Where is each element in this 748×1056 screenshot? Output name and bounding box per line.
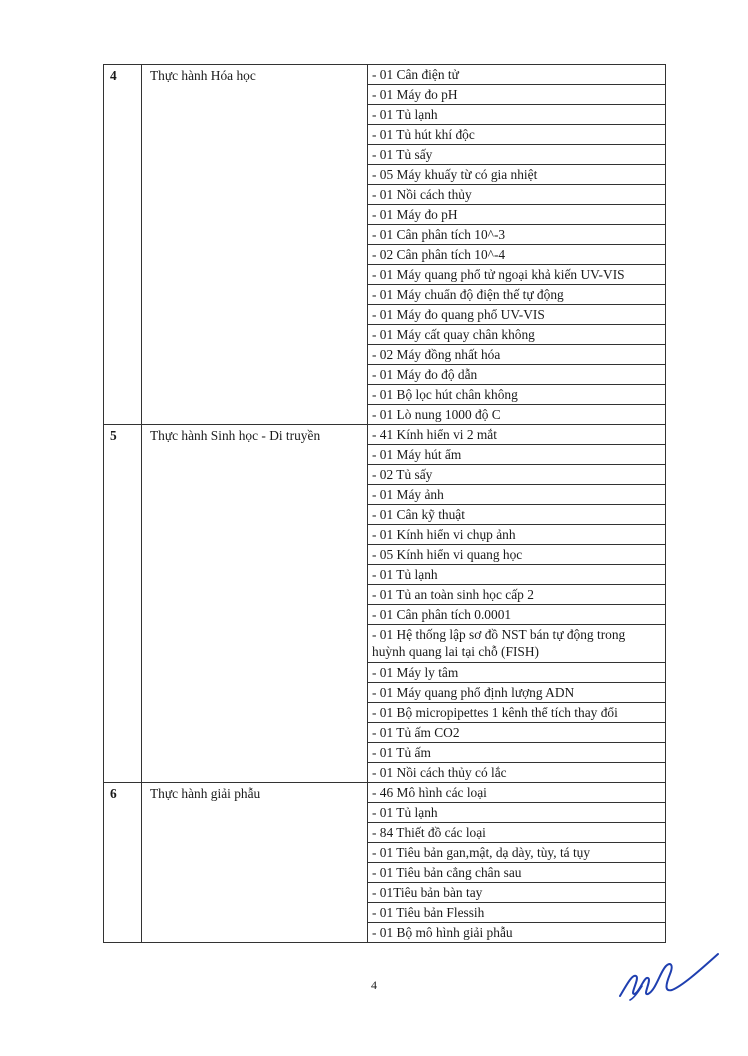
equipment-item: - 02 Tủ sấy: [368, 465, 666, 485]
equipment-item: - 01 Bộ micropipettes 1 kênh thể tích thay đổi: [368, 703, 666, 723]
group-number: 6: [104, 783, 142, 943]
table-row: [104, 65, 666, 85]
equipment-item: - 01 Máy đo độ dẫn: [368, 365, 666, 385]
equipment-item: - 01 Máy quang phổ tử ngoại khả kiến UV-VIS: [368, 265, 666, 285]
table-row: [104, 425, 666, 445]
equipment-item: - 01 Máy đo pH: [368, 205, 666, 225]
equipment-item: - 01 Tủ lạnh: [368, 803, 666, 823]
equipment-item: - 01 Nồi cách thủy: [368, 185, 666, 205]
equipment-item: - 01 Máy ảnh: [368, 485, 666, 505]
equipment-item: - 01Tiêu bản bàn tay: [368, 883, 666, 903]
equipment-item: - 01 Máy ly tâm: [368, 663, 666, 683]
equipment-item: - 05 Máy khuấy từ có gia nhiệt: [368, 165, 666, 185]
equipment-item: - 46 Mô hình các loại: [368, 783, 666, 803]
equipment-table-body: [104, 65, 666, 943]
equipment-item: - 01 Lò nung 1000 độ C: [368, 405, 666, 425]
equipment-item: - 01 Cân điện tử: [368, 65, 666, 85]
group-name: Thực hành Sinh học - Di truyền: [142, 425, 368, 783]
equipment-item: - 01 Máy chuẩn độ điện thế tự động: [368, 285, 666, 305]
equipment-item: - 01 Nồi cách thủy có lắc: [368, 763, 666, 783]
equipment-item: - 01 Tủ hút khí độc: [368, 125, 666, 145]
equipment-item: - 01 Máy cất quay chân không: [368, 325, 666, 345]
equipment-item: - 01 Tủ an toàn sinh học cấp 2: [368, 585, 666, 605]
equipment-item: - 01 Bộ mô hình giải phẫu: [368, 923, 666, 943]
equipment-item: - 01 Tiêu bản gan,mật, dạ dày, tùy, tá tụy: [368, 843, 666, 863]
equipment-item: - 01 Tủ ấm: [368, 743, 666, 763]
group-name: Thực hành Hóa học: [142, 65, 368, 425]
equipment-item: - 01 Cân phân tích 0.0001: [368, 605, 666, 625]
equipment-item: - 84 Thiết đồ các loại: [368, 823, 666, 843]
equipment-item: - 01 Máy hút ẩm: [368, 445, 666, 465]
equipment-item: - 01 Tủ sấy: [368, 145, 666, 165]
equipment-item: - 01 Cân kỹ thuật: [368, 505, 666, 525]
equipment-item: - 01 Tiêu bản Flessih: [368, 903, 666, 923]
equipment-item: - 01 Bộ lọc hút chân không: [368, 385, 666, 405]
group-number: 5: [104, 425, 142, 783]
equipment-item: - 02 Máy đồng nhất hóa: [368, 345, 666, 365]
equipment-item: - 01 Máy quang phổ định lượng ADN: [368, 683, 666, 703]
group-name: Thực hành giải phẫu: [142, 783, 368, 943]
equipment-item: - 01 Kính hiển vi chụp ảnh: [368, 525, 666, 545]
equipment-item: - 01 Máy đo pH: [368, 85, 666, 105]
equipment-item: - 01 Tủ lạnh: [368, 105, 666, 125]
equipment-item: - 01 Tiêu bản cẳng chân sau: [368, 863, 666, 883]
equipment-item: - 02 Cân phân tích 10^-4: [368, 245, 666, 265]
equipment-item: - 01 Tủ ấm CO2: [368, 723, 666, 743]
equipment-item: - 05 Kính hiển vi quang học: [368, 545, 666, 565]
equipment-item: - 01 Máy đo quang phổ UV-VIS: [368, 305, 666, 325]
equipment-table: [103, 64, 666, 943]
equipment-item: - 01 Tủ lạnh: [368, 565, 666, 585]
equipment-item: - 01 Hệ thống lập sơ đồ NST bán tự động trong huỳnh quang lai tại chỗ (FISH): [368, 625, 666, 663]
table-row: [104, 783, 666, 803]
equipment-item: - 41 Kính hiển vi 2 mắt: [368, 425, 666, 445]
group-number: 4: [104, 65, 142, 425]
handwritten-signature: [612, 946, 722, 1002]
page-number: 4: [371, 978, 377, 992]
equipment-item: - 01 Cân phân tích 10^-3: [368, 225, 666, 245]
